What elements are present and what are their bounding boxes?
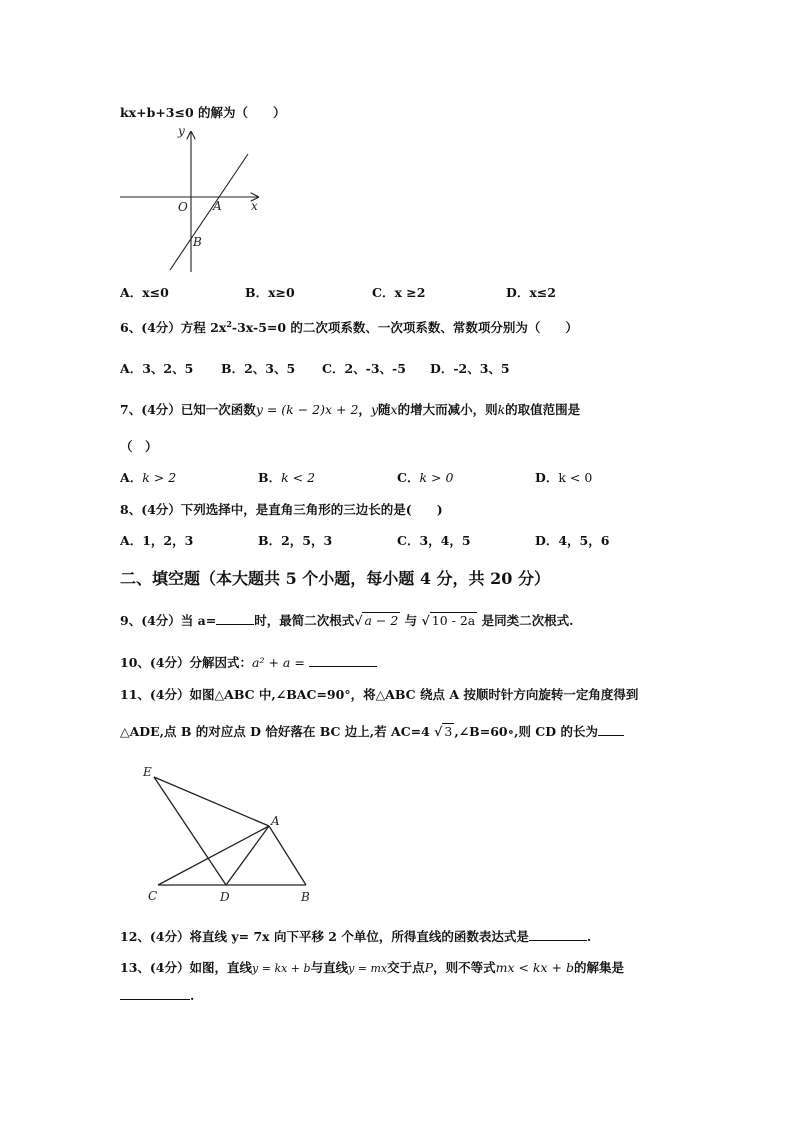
q7-post: 的取值范围是 [505,402,581,417]
q7-x: x [390,402,398,417]
q7-formula: y = (k − 2)x + 2 [255,402,359,417]
label-c: C [148,889,158,903]
q11-line2: △ADE,点 B 的对应点 D 恰好落在 BC 边上,若 AC=4 √ 3 ,∠B=60∘,则 CD 的长为 [120,722,624,740]
q9-mid: 时，最简二次根式 [254,613,355,628]
q13-ineq: mx < kx + b [495,960,574,975]
q10-formula: a² + a = [252,655,305,670]
q6-stem [120,318,578,336]
label-a: A [271,814,280,828]
q9-pre: 9、(4分）当 a= [120,613,217,628]
q7-paren: （ ） [120,439,158,454]
q5-option-b: B．x≥0 [245,285,295,300]
q6-option-a: A．3、2、5 [120,361,194,376]
q11-line2-pre: △ADE,点 B 的对应点 D 恰好落在 BC 边上,若 AC=4 [120,724,430,739]
segment-ec [154,777,226,885]
q9-yu: 与 [404,613,418,628]
q7-mid3: 的增大而减小，则 [397,402,498,417]
q12-pre: 12、(4分）将直线 y= 7x 向下平移 2 个单位，所得直线的函数表达式是 [120,929,529,944]
segment-ab [269,826,306,885]
segment-ad [226,826,269,885]
q10-blank[interactable] [309,666,377,667]
q6-num: 6、(4分）方程 2x [120,320,227,335]
q7-mid1: ， [358,402,371,417]
q5-graph [115,122,275,274]
q7-option-c-letter: C． [397,470,420,485]
q7-option-d [535,468,592,486]
q7-y: y [370,402,378,417]
q13-end: . [190,988,195,1003]
q9-stem: 9、(4分）当 a= 时，最简二次根式√ a − 2 与 √ 10 - 2a 是同类二次根式. [120,613,574,628]
q5-option-d: D．x≤2 [506,285,556,300]
q8-stem: 8、(4分）下列选择中，是直角三角形的三边长的是( ) [120,502,443,517]
q5-option-a: A．x≤0 [120,285,169,300]
q13-stem [120,958,624,976]
q8-option-a: A．1，2，3 [120,533,194,548]
q10-stem [120,653,377,671]
q8-option-b: B．2，5，3 [258,533,333,548]
q8-option-d: D．4，5，6 [535,533,610,548]
q7-option-d-math: k < 0 [558,470,593,485]
q12-blank[interactable] [529,940,587,941]
q13-answer-line [120,988,194,1003]
q13-pre: 13、(4分）如图，直线 [120,960,253,975]
q7-pre: 7、(4分）已知一次函数 [120,402,256,417]
q7-option-b-letter: B． [258,470,282,485]
point-b-label: B [193,235,202,249]
q7-mid2: 随 [378,402,391,417]
q6-option-b: B．2、3、5 [221,361,296,376]
segment-ea [154,777,269,826]
q11-rad: 3 [444,724,453,739]
q7-option-b [258,468,315,486]
q9-rad2: 10 - 2a [431,613,476,628]
q11-figure [140,760,330,908]
q11-line1: 11、(4分）如图△ABC 中,∠BAC=90°，将△ABC 绕点 A 按顺时针方向旋转一定角度得到 [120,687,639,702]
q9-blank[interactable] [216,624,254,625]
q7-k: k [497,402,506,417]
segment-ca [158,826,269,885]
point-a-label: A [213,199,222,213]
q7-option-a-letter: A． [120,470,143,485]
q12-post: . [586,929,592,944]
q5-option-c: C．x ≥2 [372,285,426,300]
q7-option-a-math: k > 2 [142,470,177,485]
q10-pre: 10、(4分）分解因式： [120,655,253,670]
q7-option-c [397,468,453,486]
q7-option-b-math: k < 2 [281,470,316,485]
section-2-heading: 二、填空题（本大题共 5 个小题，每小题 4 分，共 20 分） [120,569,550,588]
q9-post: 是同类二次根式. [481,613,574,628]
q11-line2-post: ,∠B=60∘,则 CD 的长为 [454,724,598,739]
q12-stem [120,927,591,945]
q6-rest: -3x-5=0 的二次项系数、一次项系数、常数项分别为（ ） [231,320,578,335]
label-d: D [220,890,230,904]
q6-option-d: D．-2、3、5 [430,361,510,376]
q5-stem: kx+b+3≤0 的解为（ ） [120,105,286,120]
q6-sup: 2 [226,318,232,329]
q6-option-c: C．2、-3、-5 [322,361,406,376]
q13-mid3: ，则不等式 [433,960,496,975]
q8-option-c: C．3，4，5 [397,533,471,548]
origin-label: O [178,200,188,214]
label-b: B [301,890,310,904]
q13-f2: y = mx [348,962,388,975]
y-axis-label: y [178,124,185,138]
q7-stem [120,400,580,418]
q13-mid2: 交于点 [387,960,425,975]
q13-post: 的解集是 [573,960,624,975]
q11-blank[interactable] [598,735,624,736]
q13-blank[interactable] [120,999,190,1000]
q7-option-c-math: k > 0 [419,470,454,485]
q7-option-d-letter: D． [535,470,559,485]
x-axis-label: x [251,199,258,213]
q9-rad1: a − 2 [364,613,399,628]
label-e: E [143,765,152,779]
q13-mid1: 与直线 [310,960,349,975]
q13-p: P [424,960,434,975]
q7-option-a [120,468,176,486]
q13-f1: y = kx + b [252,962,311,975]
